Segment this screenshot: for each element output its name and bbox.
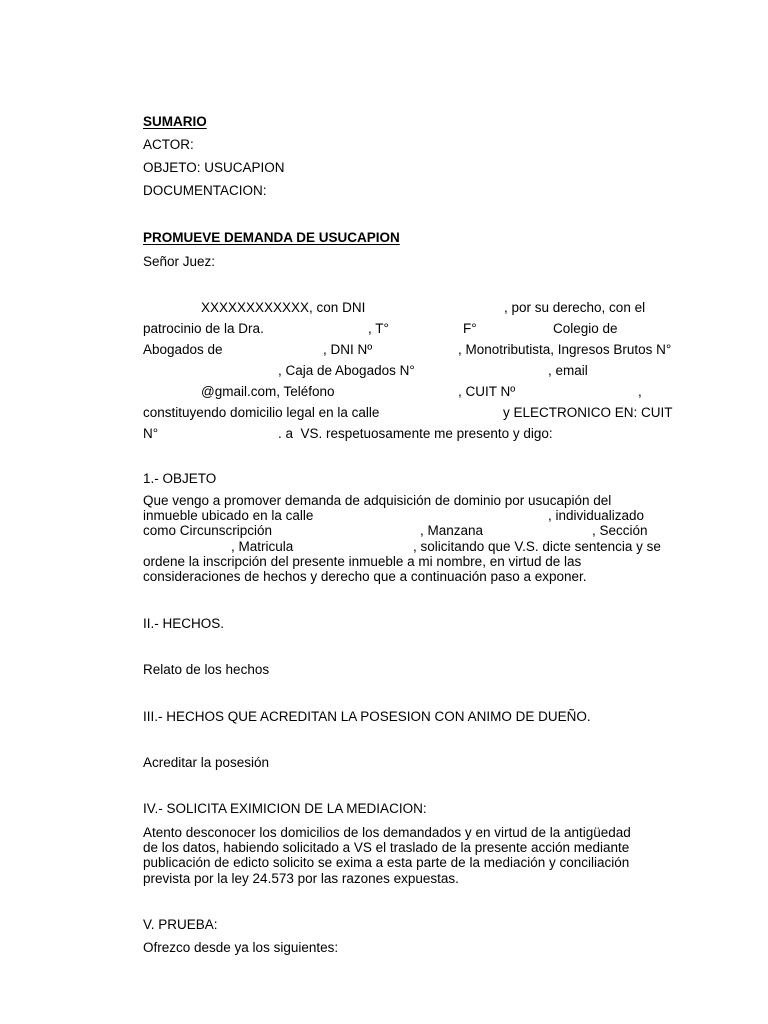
intro-line7-a: N° — [143, 426, 159, 441]
posesion-text: Acreditar la posesión — [143, 755, 270, 770]
objeto-line3-c: , Sección — [592, 523, 648, 538]
mediacion-line3: publicación de edicto solicito se exima a esta parte de la mediación y conciliación — [143, 855, 630, 870]
demanda-title: PROMUEVE DEMANDA DE USUCAPION — [143, 230, 400, 245]
intro-line5-c: , — [638, 384, 642, 399]
objeto-line2-b: , individualizado — [548, 508, 645, 523]
documentacion-label: DOCUMENTACION: — [143, 183, 267, 198]
objeto-line3-b: , Manzana — [420, 523, 484, 538]
objeto-label: OBJETO: USUCAPION — [143, 160, 285, 175]
intro-line6-a: constituyendo domicilio legal en la calle — [143, 405, 380, 420]
intro-line5-b: , CUIT Nº — [458, 384, 516, 399]
posesion-heading: III.- HECHOS QUE ACREDITAN LA POSESION CON ANIMO DE DUEÑO. — [143, 709, 591, 724]
objeto-line5: ordene la inscripción del presente inmueble a mi nombre, en virtud de las — [143, 554, 582, 569]
actor-label: ACTOR: — [143, 137, 194, 152]
hechos-text: Relato de los hechos — [143, 662, 270, 677]
objeto-line6: consideraciones de hechos y derecho que a continuación paso a exponer. — [143, 569, 587, 584]
objeto-heading: 1.- OBJETO — [143, 471, 217, 486]
intro-line5-a: @gmail.com, Teléfono — [201, 384, 335, 399]
intro-line4-a: , Caja de Abogados N° — [278, 363, 415, 378]
intro-line7-b: . a VS. respetuosamente me presento y digo: — [278, 426, 553, 441]
mediacion-line2: de los datos, habiendo solicitado a VS el traslado de la presente acción mediante — [143, 840, 630, 855]
objeto-line2-a: inmueble ubicado en la calle — [143, 508, 314, 523]
objeto-line3-a: como Circunscripción — [143, 523, 273, 538]
intro-line2-c: F° — [463, 321, 477, 336]
intro-line4-b: , email — [548, 363, 588, 378]
objeto-line4-b: , solicitando que V.S. dicte sentencia y se — [413, 539, 661, 554]
intro-line1-b: , por su derecho, con el — [504, 300, 646, 315]
intro-line2-b: , T° — [368, 321, 389, 336]
intro-line2-a: patrocinio de la Dra. — [143, 321, 264, 336]
mediacion-heading: IV.- SOLICITA EXIMICION DE LA MEDIACION: — [143, 801, 427, 816]
intro-line3-a: Abogados de — [143, 342, 223, 357]
intro-line3-b: , DNI Nº — [323, 342, 373, 357]
prueba-heading: V. PRUEBA: — [143, 917, 218, 932]
prueba-text: Ofrezco desde ya los siguientes: — [143, 940, 339, 955]
intro-line2-d: Colegio de — [553, 321, 618, 336]
mediacion-line4: prevista por la ley 24.573 por las razones expuestas. — [143, 871, 459, 886]
sumario-title: SUMARIO — [143, 114, 207, 129]
intro-line1-a: XXXXXXXXXXXX, con DNI — [201, 300, 366, 315]
objeto-line4-a: , Matricula — [231, 539, 294, 554]
objeto-line1: Que vengo a promover demanda de adquisición de dominio por usucapión del — [143, 493, 612, 508]
intro-line3-c: , Monotributista, Ingresos Brutos N° — [458, 342, 672, 357]
hechos-heading: II.- HECHOS. — [143, 616, 225, 631]
intro-line6-b: y ELECTRONICO EN: CUIT — [503, 405, 673, 420]
salutation: Señor Juez: — [143, 254, 216, 269]
mediacion-line1: Atento desconocer los domicilios de los demandados y en virtud de la antigüedad — [143, 825, 631, 840]
